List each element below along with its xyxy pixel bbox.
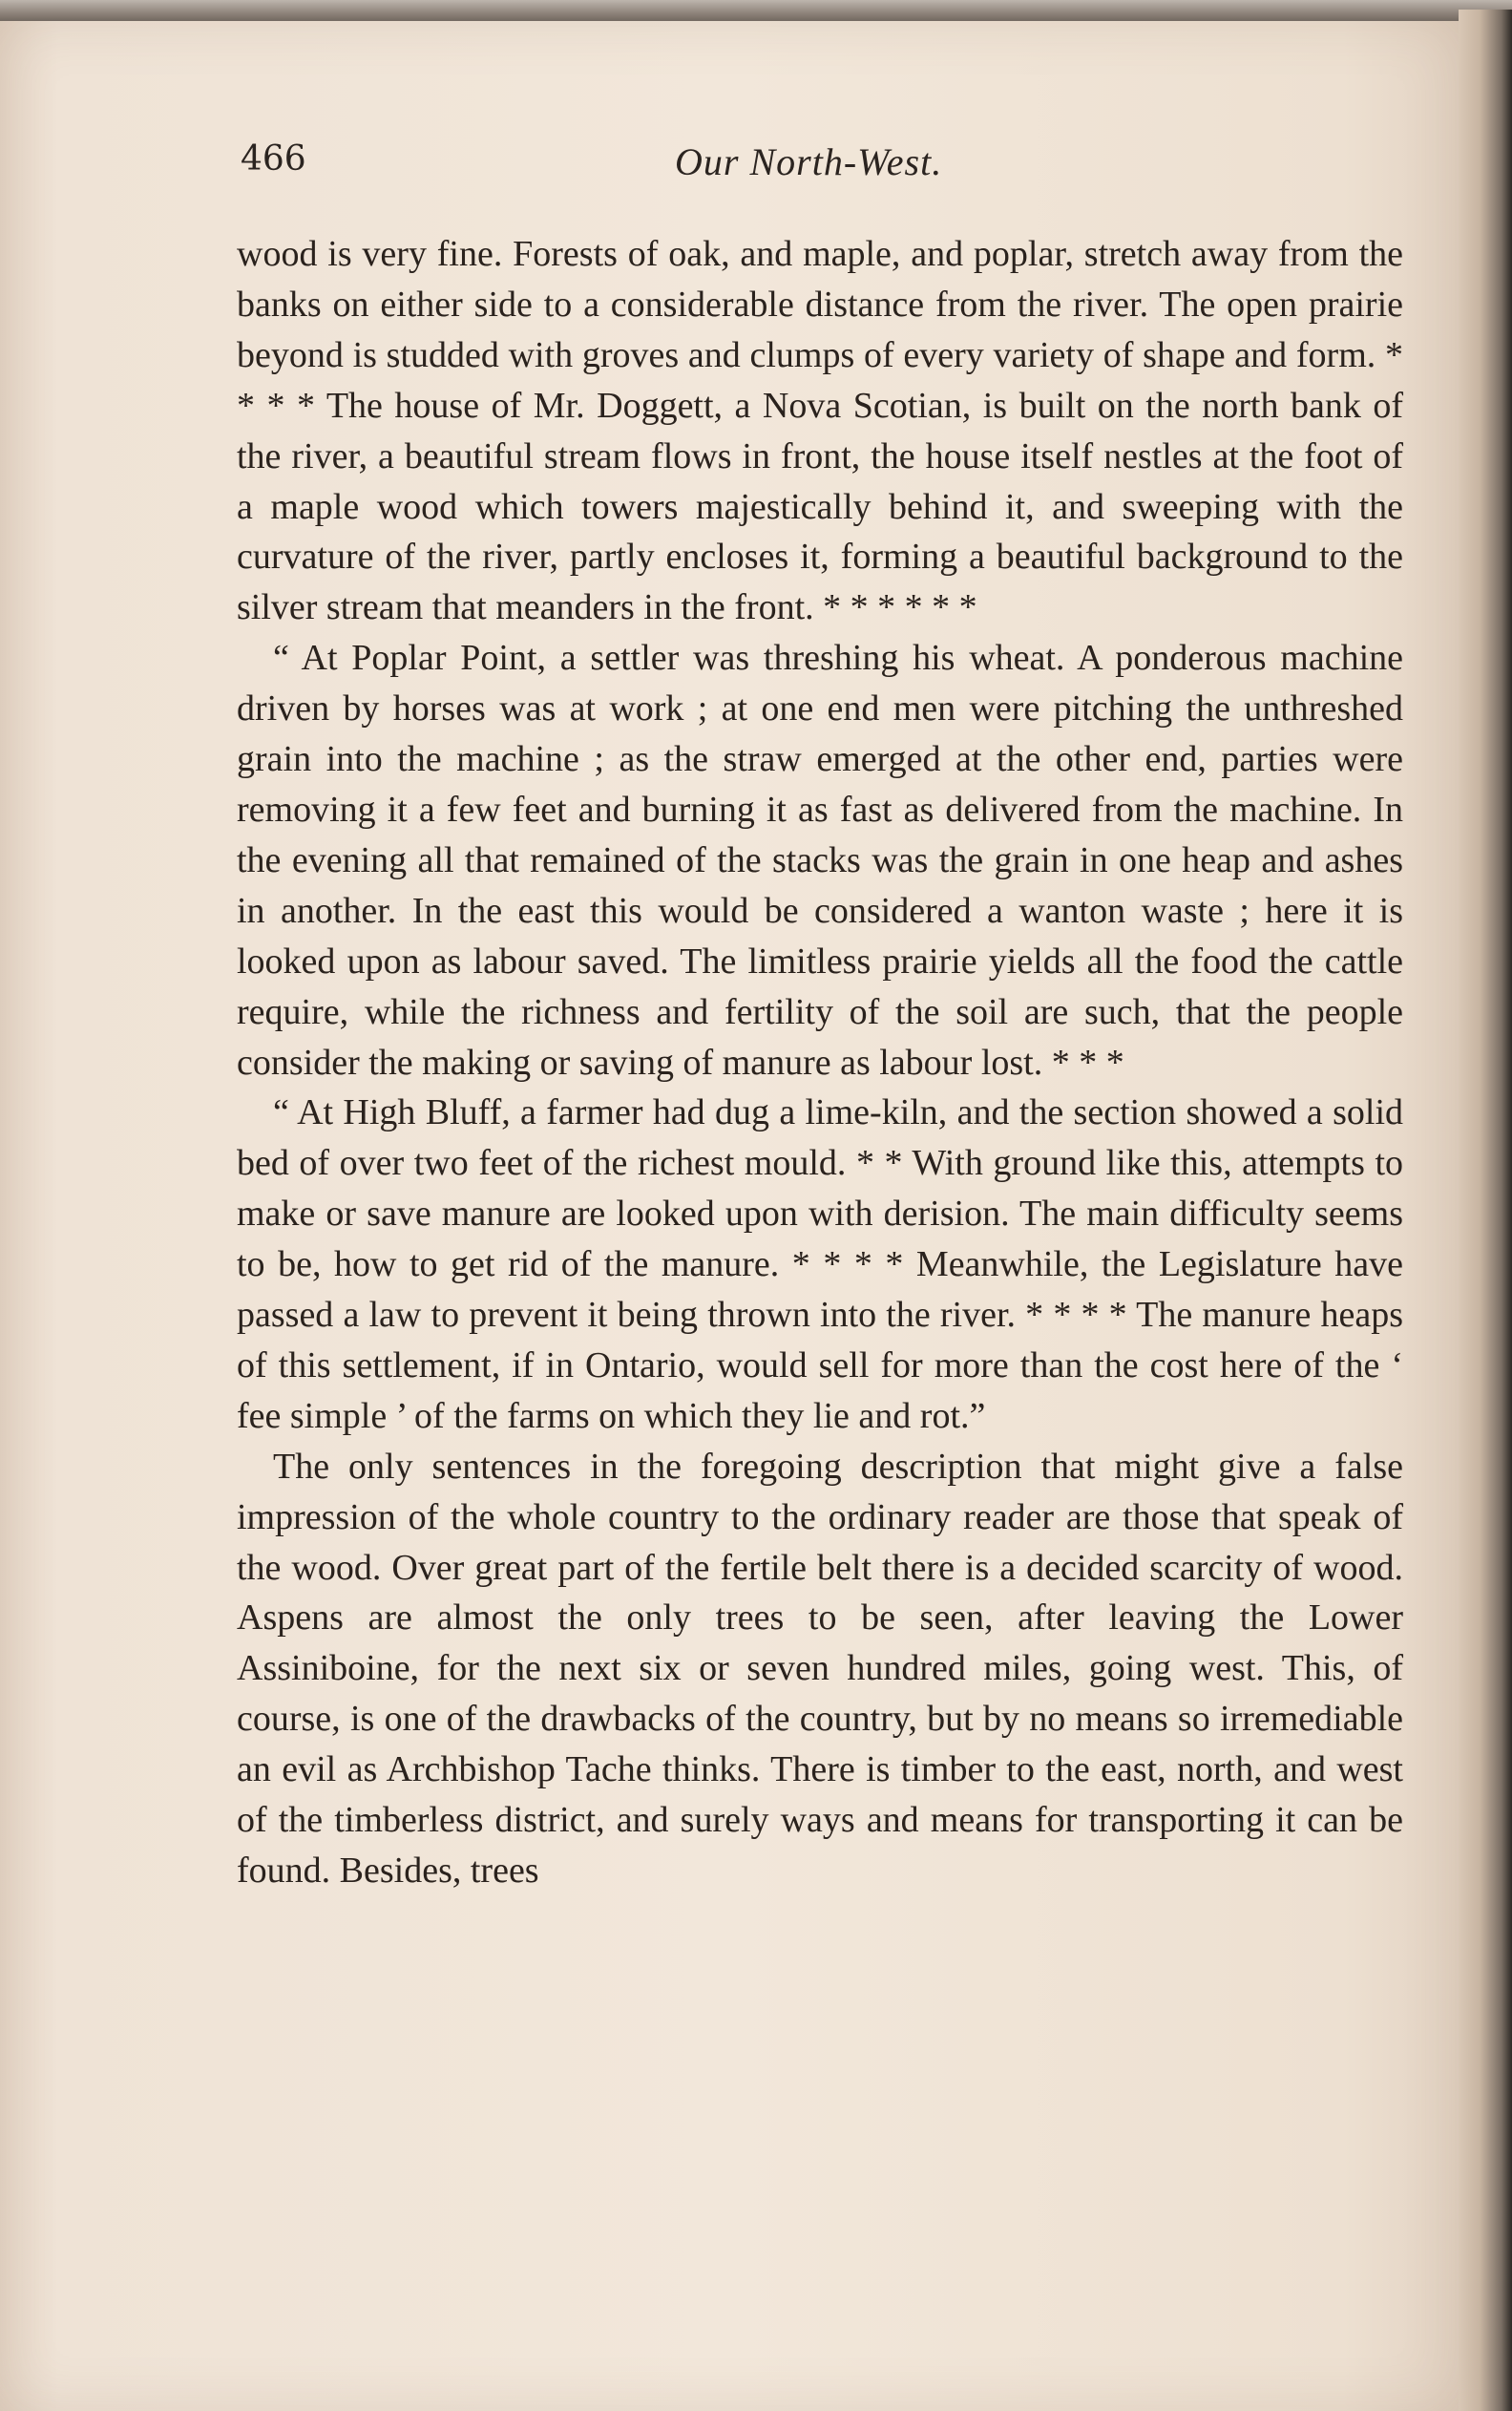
paragraph-2: “ At Poplar Point, a settler was threshing his wheat. A ponderous machine driven by horses was at work ; at one end men were pitching the unthreshed grain into the machine ; as the straw emerged at the other end, parties were removing it a few feet and burning it as fast as delivered from the machine. In the evening all that remained of the stacks was the grain in one heap and ashes in another. In the east this would be considered a wanton waste ; here it is looked upon as labour saved. The limitless prairie yields all the food the cattle require, while the richness and fertility of the soil are such, that the people consider the making or saving of manure as labour lost. * * *	[237, 638, 1403, 1083]
page-number: 466	[241, 139, 306, 179]
body-text	[237, 229, 1403, 1896]
paragraph-3: “ At High Bluff, a farmer had dug a lime-kiln, and the section showed a solid bed of over two feet of the richest mould. * * With ground like this, attempts to make or save manure are looked upon with derision. The main difficulty seems to be, how to get rid of the manure. * * * * Meanwhile, the Legislature have passed a law to prevent it being thrown into the river. * * * * The manure heaps of this settlement, if in Ontario, would sell for more than the cost here of the ‘ fee simple ’ of the farms on which they lie and rot.”	[237, 1092, 1403, 1436]
paragraph-4: The only sentences in the foregoing description that might give a false impression of the whole country to the ordinary reader are those that speak of the wood. Over great part of the fertile belt there is a decided scarcity of wood. Aspens are almost the only trees to be seen, after leaving the Lower Assiniboine, for the next six or seven hundred miles, going west. This, of course, is one of the drawbacks of the country, but by no means so irremediable an evil as Archbishop Tache thinks. There is timber to the east, north, and west of the timberless district, and surely ways and means for transporting it can be found. Besides, trees	[237, 1446, 1403, 1891]
page-header	[241, 134, 1405, 191]
paragraph-1: wood is very fine. Forests of oak, and maple, and poplar, stretch away from the banks on either side to a considerable distance from the river. The open prairie beyond is studded with groves and clumps of every variety of shape and form. * * * * The house of Mr. Doggett, a Nova Scotian, is built on the north bank of the river, a beautiful stream flows in front, the house itself nestles at the foot of a maple wood which towers majestically behind it, and sweeping with the curvature of the river, partly encloses it, forming a beautiful background to the silver stream that meanders in the front. * * * * * *	[237, 234, 1403, 628]
book-top-edge	[0, 0, 1512, 23]
book-gutter-edge	[1459, 10, 1512, 2411]
running-title: Our North-West.	[675, 140, 943, 183]
